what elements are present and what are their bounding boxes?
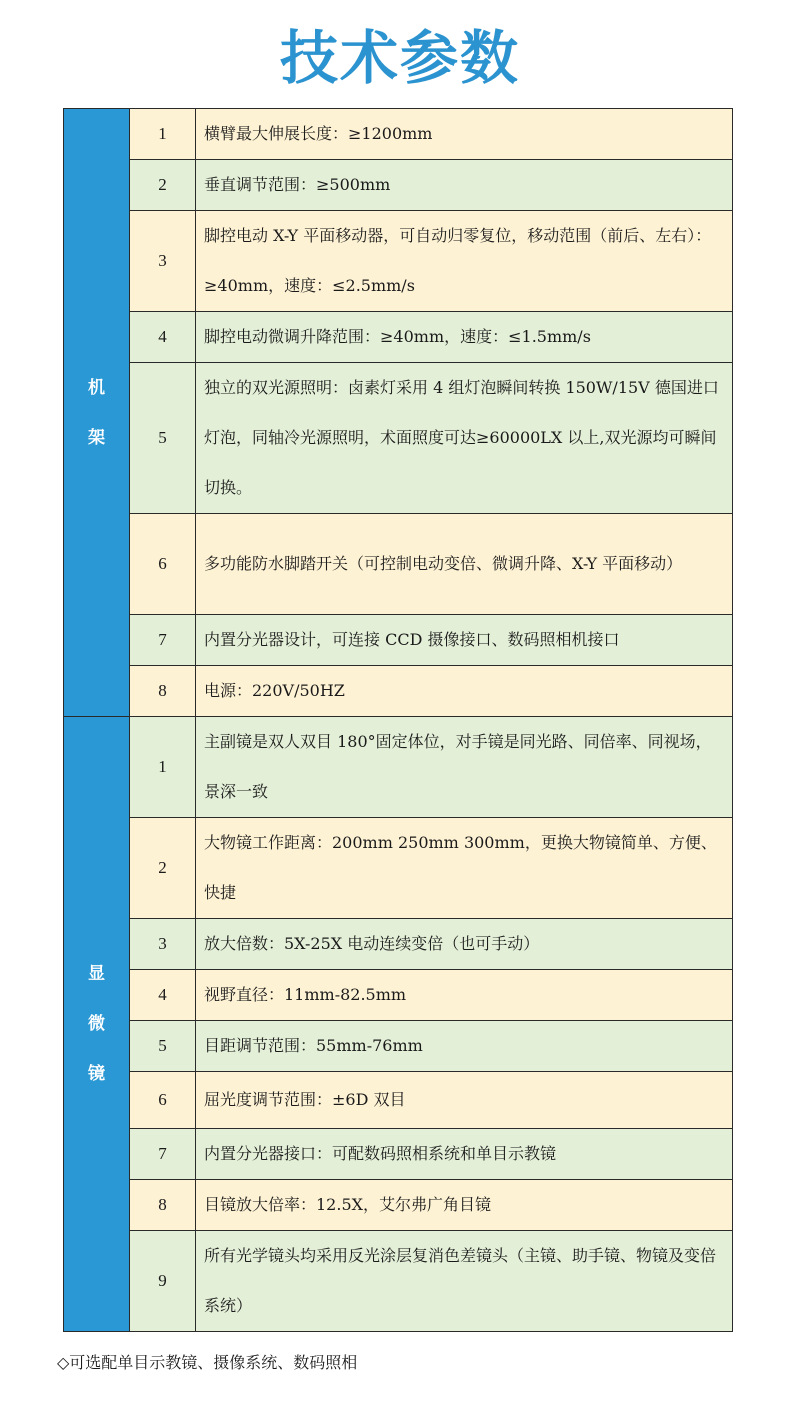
- category-cell-frame: [64, 109, 130, 717]
- row-text: 放大倍数：5X-25X 电动连续变倍（也可手动）: [196, 919, 733, 970]
- category-char: 架: [88, 427, 105, 448]
- table-row: [64, 666, 733, 717]
- table-row: [64, 1021, 733, 1072]
- table-row: [64, 109, 733, 160]
- table-row: [64, 363, 733, 514]
- category-char: 显: [88, 964, 105, 984]
- table-row: [64, 970, 733, 1021]
- table-row: [64, 312, 733, 363]
- table-row: [64, 1231, 733, 1332]
- row-text: 目距调节范围：55mm-76mm: [196, 1021, 733, 1072]
- category-label: [88, 363, 105, 463]
- row-number: 9: [130, 1231, 196, 1332]
- row-number: 3: [130, 211, 196, 312]
- row-text: 脚控电动微调升降范围：≥40mm，速度：≤1.5mm/s: [196, 312, 733, 363]
- row-text: 电源：220V/50HZ: [196, 666, 733, 717]
- table-row: [64, 717, 733, 818]
- row-number: 4: [130, 970, 196, 1021]
- table-row: [64, 160, 733, 211]
- category-label: [88, 949, 105, 1099]
- table-row: [64, 919, 733, 970]
- row-number: 7: [130, 1129, 196, 1180]
- table-row: [64, 615, 733, 666]
- row-text: 大物镜工作距离：200mm 250mm 300mm，更换大物镜简单、方便、快捷: [196, 818, 733, 919]
- table-row: [64, 1180, 733, 1231]
- row-text: 垂直调节范围：≥500mm: [196, 160, 733, 211]
- row-text: 多功能防水脚踏开关（可控制电动变倍、微调升降、X-Y 平面移动）: [196, 514, 733, 615]
- spec-table: [63, 108, 733, 1332]
- category-char: 微: [88, 1014, 105, 1034]
- row-text: 独立的双光源照明：卤素灯采用 4 组灯泡瞬间转换 150W/15V 德国进口灯泡，同轴冷光源照明，术面照度可达≥60000LX 以上,双光源均可瞬间切换。: [196, 363, 733, 514]
- row-number: 8: [130, 666, 196, 717]
- row-number: 1: [130, 109, 196, 160]
- table-row: [64, 211, 733, 312]
- row-text: 脚控电动 X-Y 平面移动器，可自动归零复位，移动范围（前后、左右）：≥40mm，速度：≤2.5mm/s: [196, 211, 733, 312]
- category-char: 机: [88, 377, 105, 398]
- row-number: 5: [130, 363, 196, 514]
- row-text: 主副镜是双人双目 180°固定体位，对手镜是同光路、同倍率、同视场，景深一致: [196, 717, 733, 818]
- table-row: [64, 514, 733, 615]
- row-number: 3: [130, 919, 196, 970]
- row-number: 6: [130, 514, 196, 615]
- row-text: 屈光度调节范围：±6D 双目: [196, 1072, 733, 1129]
- row-text: 视野直径：11mm-82.5mm: [196, 970, 733, 1021]
- row-text: 内置分光器接口：可配数码照相系统和单目示教镜: [196, 1129, 733, 1180]
- category-cell-microscope: [64, 717, 130, 1332]
- category-char: 镜: [88, 1064, 105, 1084]
- page-title: 技术参数: [279, 24, 520, 92]
- row-number: 7: [130, 615, 196, 666]
- table-row: [64, 1129, 733, 1180]
- table-row: [64, 818, 733, 919]
- row-number: 1: [130, 717, 196, 818]
- row-text: 内置分光器设计，可连接 CCD 摄像接口、数码照相机接口: [196, 615, 733, 666]
- row-number: 2: [130, 818, 196, 919]
- row-text: 目镜放大倍率：12.5X，艾尔弗广角目镜: [196, 1180, 733, 1231]
- table-row: [64, 1072, 733, 1129]
- row-number: 5: [130, 1021, 196, 1072]
- footnote: ◇可选配单目示教镜、摄像系统、数码照相: [57, 1353, 358, 1372]
- row-number: 4: [130, 312, 196, 363]
- row-number: 6: [130, 1072, 196, 1129]
- row-number: 2: [130, 160, 196, 211]
- row-text: 横臂最大伸展长度：≥1200mm: [196, 109, 733, 160]
- row-number: 8: [130, 1180, 196, 1231]
- row-text: 所有光学镜头均采用反光涂层复消色差镜头（主镜、助手镜、物镜及变倍系统）: [196, 1231, 733, 1332]
